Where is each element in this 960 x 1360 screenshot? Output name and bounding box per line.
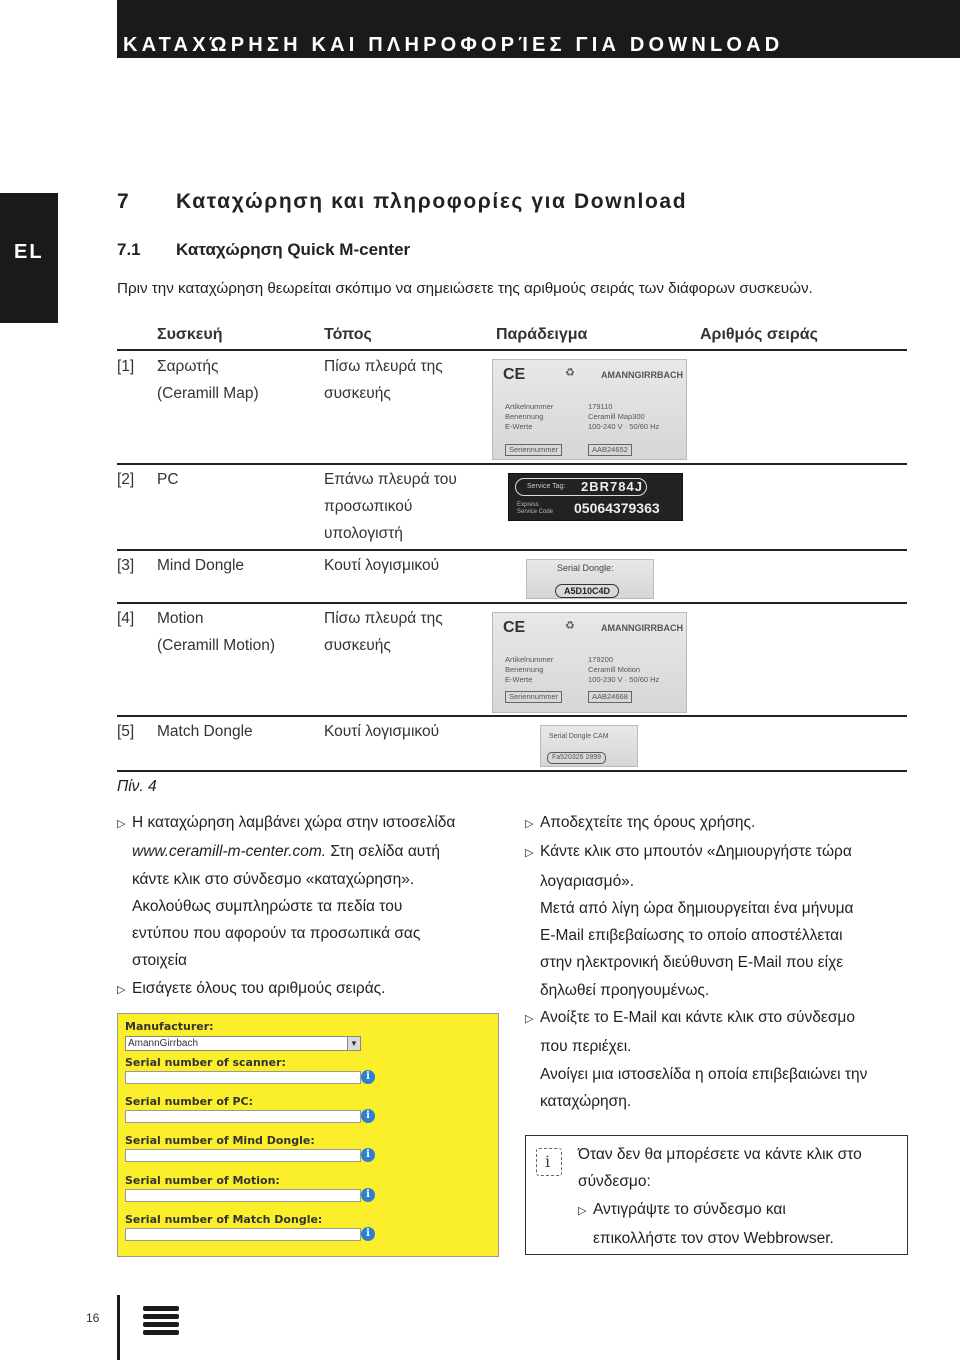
bullet-arrow-icon: ▷ [117,983,126,996]
row-device: Motion (Ceramill Motion) [157,610,275,654]
language-code: EL [14,241,44,263]
col-header-device: Συσκευή [157,326,223,343]
ce-mark: CE [503,366,526,383]
row-location: Πίσω πλευρά της συσκευής [324,610,443,654]
left-column-text: ▷ Η καταχώρηση λαμβάνει χώρα στην ιστοσελίδα www.ceramill-m-center.com. Στη σελίδα αυτή κάντε κλικ στο σύνδεσμο «καταχώρηση». Ακολούθως συμπληρώστε τα πεδία του εντύπου που αφορούν τα προσωπικά σας στοιχεία ▷ Εισάγετε όλους του αριθμούς σειράς. [117,809,455,1004]
col-header-location: Τόπος [324,326,372,343]
row-device: Mind Dongle [157,557,245,574]
row-id: [1] [117,358,135,375]
note-box [525,1135,908,1255]
section-title: Καταχώρηση και πληροφορίες για Download [176,190,688,213]
row-id: [2] [117,471,135,488]
registration-form [117,1013,499,1257]
info-icon[interactable]: i [361,1070,375,1084]
recycle-icon: ♻ [565,367,575,379]
intro-text: Πριν την καταχώρηση θεωρείται σκόπιμο να σημειώσετε της αριθμούς σειράς των διάφορων συσκευών. [117,280,813,297]
bullet-arrow-icon: ▷ [578,1204,587,1217]
example-image-motion: CE ♻ AMANNGIRRBACH Artikelnummer 179200 Benennung Ceramill Motion E-Werte 100-230 V · 50/60 Hz Seriennummer AAB24668 [492,612,687,713]
note-text: Όταν δεν θα μπορέσετε να κάντε κλικ στο σύνδεσμο: ▷ Αντιγράψτε το σύνδεσμο και επικολλήστε τον στον Webbrowser. [578,1146,862,1247]
chevron-down-icon: ▼ [347,1037,360,1050]
table-rule [117,602,907,604]
motion-serial-input[interactable] [125,1189,361,1202]
row-device: Match Dongle [157,723,253,740]
row-location: Επάνω πλευρά του προσωπικού υπολογιστή [324,471,457,542]
mind-dongle-serial-input[interactable] [125,1149,361,1162]
col-header-example: Παράδειγμα [496,326,588,343]
bullet-arrow-icon: ▷ [525,847,534,860]
row-id: [3] [117,557,135,574]
bullet-arrow-icon: ▷ [525,1013,534,1026]
row-device: PC [157,471,179,488]
table-rule [117,349,907,351]
subsection-title: Καταχώρηση Quick M-center [176,240,411,259]
row-location: Πίσω πλευρά της συσκευής [324,358,443,402]
table-rule [117,770,907,772]
header-title: ΚΑΤΑΧΏΡΗΣΗ ΚΑΙ ΠΛΗΡΟΦΟΡΊΕΣ ΓΙΑ DOWNLOAD [123,34,784,56]
row-location: Κουτί λογισμικού [324,723,440,740]
subsection-number: 7.1 [117,240,141,259]
table-rule [117,463,907,465]
table-rule [117,715,907,717]
scanner-serial-label: Serial number of scanner: [125,1056,286,1069]
manufacturer-label: Manufacturer: [125,1020,214,1033]
right-column-text: ▷ Αποδεχτείτε της όρους χρήσης. ▷ Κάντε κλικ στο μπουτόν «Δημιουργήστε τώρα λογαριασμό». Μετά από λίγη ώρα δημιουργείται ένα μήνυμα E-Mail επιβεβαίωσης το οποίο αποστέλλεται στην ηλεκτρονική διεύθυνση E-Mail που είχε δηλωθεί προηγουμένως. ▷ Ανοίξτε το E-Mail και κάντε κλικ στο σύνδεσμο που περιέχει. Ανοίγει μια ιστοσελίδα η οποία επιβεβαιώνει την καταχώρηση. [525,809,867,1115]
table-rule [117,549,907,551]
pc-serial-label: Serial number of PC: [125,1095,254,1108]
info-icon[interactable]: i [361,1148,375,1162]
table-caption: Πίν. 4 [117,778,157,795]
ce-mark: CE [503,619,526,636]
match-dongle-serial-label: Serial number of Match Dongle: [125,1213,323,1226]
language-tab [0,193,58,323]
brand-logo-icon [143,1303,179,1337]
info-icon[interactable]: i [361,1109,375,1123]
example-image-mind-dongle: Serial Dongle: A5D10C4D [526,559,654,599]
row-id: [4] [117,610,135,627]
footer-rule [117,1295,120,1360]
row-id: [5] [117,723,135,740]
info-icon[interactable]: i [361,1227,375,1241]
motion-serial-label: Serial number of Motion: [125,1174,280,1187]
row-device: Σαρωτής (Ceramill Map) [157,358,259,402]
row-location: Κουτί λογισμικού [324,557,440,574]
bullet-arrow-icon: ▷ [117,818,126,830]
header-bar [117,0,960,58]
example-image-map: CE ♻ AMANNGIRRBACH Artikelnummer 179110 Benennung Ceramill Map300 E-Werte 100-240 V · 50/60 Hz Seriennummer AAB24652 [492,359,687,460]
example-image-match-dongle: Serial Dongle CAM Fa520326 2899 [540,725,638,767]
match-dongle-serial-input[interactable] [125,1228,361,1241]
manufacturer-select[interactable]: AmannGirrbach ▼ [125,1036,361,1051]
recycle-icon: ♻ [565,620,575,632]
example-image-pc: Service Tag: 2BR784J Express Service Code 05064379363 [508,473,683,521]
website-link: www.ceramill-m-center.com. [132,843,327,861]
info-note-icon: i [536,1148,562,1176]
mind-dongle-serial-label: Serial number of Mind Dongle: [125,1134,315,1147]
pc-serial-input[interactable] [125,1110,361,1123]
col-header-serial: Αριθμός σειράς [700,326,818,343]
section-number: 7 [117,190,129,213]
page-number: 16 [86,1311,100,1325]
bullet-arrow-icon: ▷ [525,818,534,830]
scanner-serial-input[interactable] [125,1071,361,1084]
info-icon[interactable]: i [361,1188,375,1202]
